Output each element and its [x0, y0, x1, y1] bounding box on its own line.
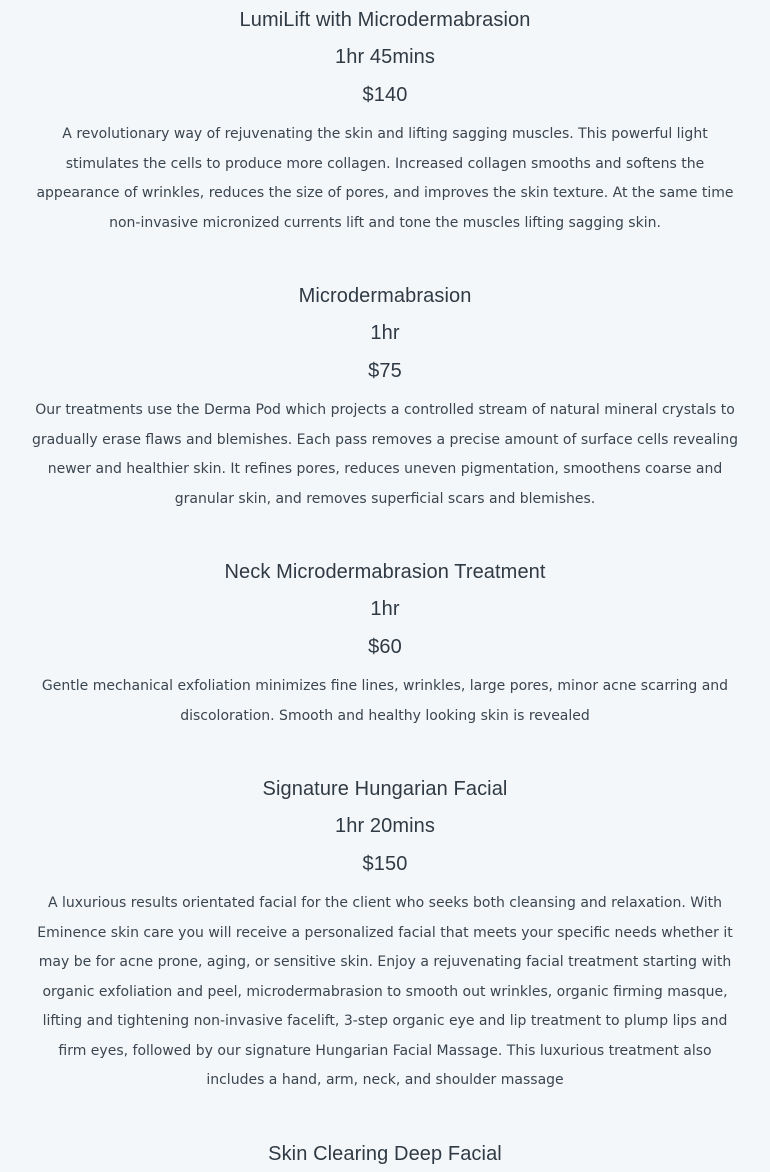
service-title: Microdermabrasion	[298, 285, 472, 307]
service-item	[28, 552, 742, 731]
service-description: A revolutionary way of rejuvenating the skin and lifting sagging muscles. This powerful light stimulates the cells to produce more collagen. Increased collagen smooths and softens the appearance of wrinkles, reduces the size of pores, and improves the skin texture. At the same time non-invasive micronized currents lift and tone the muscles lifting sagging skin.	[36, 126, 734, 231]
service-item	[28, 1134, 742, 1172]
service-description: Our treatments use the Derma Pod which projects a controlled stream of natural mineral crystals to gradually erase flaws and blemishes. Each pass removes a precise amount of surface cells revealing newer and healthier skin. It refines pores, reduces uneven pigmentation, smoothens coarse and granular skin, and removes superficial scars and blemishes.	[32, 402, 738, 507]
service-price: $75	[368, 360, 402, 382]
service-title: LumiLift with Microdermabrasion	[239, 9, 531, 31]
service-price: $150	[362, 853, 408, 875]
service-description: Gentle mechanical exfoliation minimizes fine lines, wrinkles, large pores, minor acne scarring and discoloration. Smooth and healthy looking skin is revealed	[41, 678, 729, 724]
service-description: A luxurious results orientated facial for the client who seeks both cleansing and relaxation. With Eminence skin care you will receive a personalized facial that meets your specific needs whether it may be for acne prone, aging, or sensitive skin. Enjoy a rejuvenating facial treatment starting with organic exfoliation and peel, microdermabrasion to smooth out wrinkles, organic firming masque, lifting and tightening non-invasive facelift, 3-step organic eye and lip treatment to plump lips and firm eyes, followed by our signature Hungarian Facial Massage. This luxurious treatment also includes a hand, arm, neck, and shoulder massage	[37, 895, 733, 1088]
service-item	[28, 0, 742, 238]
service-duration: 1hr	[370, 322, 400, 344]
service-title: Signature Hungarian Facial	[262, 778, 508, 800]
service-duration: 1hr 20mins	[335, 815, 435, 837]
service-item	[28, 276, 742, 514]
service-title: Neck Microdermabrasion Treatment	[224, 561, 546, 583]
service-duration: 1hr 45mins	[335, 46, 435, 68]
service-price: $60	[368, 636, 402, 658]
service-price: $140	[362, 84, 408, 106]
service-item	[28, 769, 742, 1096]
service-title: Skin Clearing Deep Facial	[268, 1142, 502, 1165]
service-duration: 1hr	[370, 598, 400, 620]
